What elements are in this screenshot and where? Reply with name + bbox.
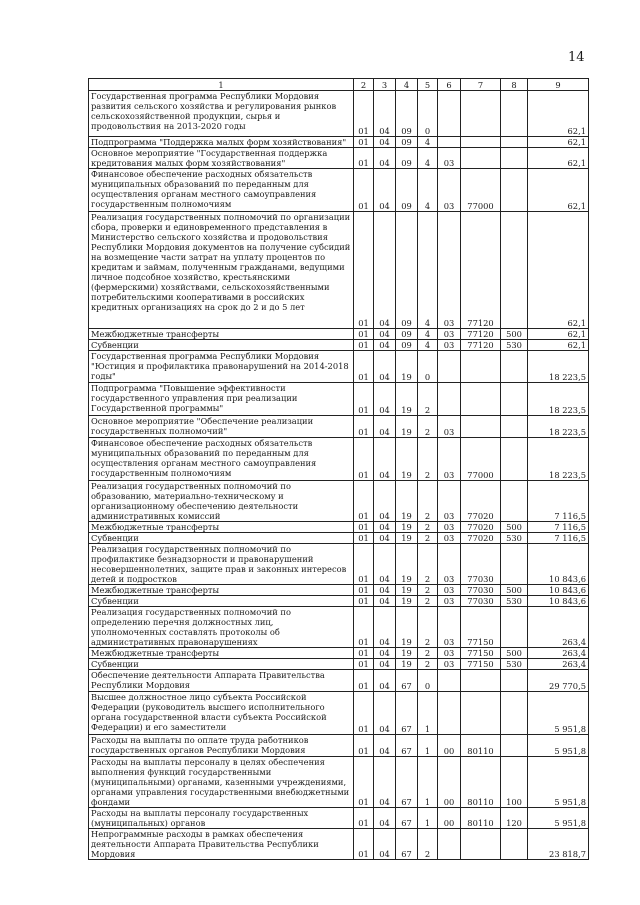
code-direction: 77120 xyxy=(461,212,501,329)
code-expense-type: 500 xyxy=(501,648,528,659)
code-expense-type xyxy=(501,212,528,329)
code-subsection: 04 xyxy=(374,648,396,659)
column-header: 1 xyxy=(89,79,354,91)
budget-table xyxy=(88,78,589,860)
code-activity: 03 xyxy=(438,212,461,329)
row-name: Межбюджетные трансферты xyxy=(89,522,354,533)
code-section: 01 xyxy=(354,148,374,169)
table-row xyxy=(89,808,589,829)
column-header: 7 xyxy=(461,79,501,91)
code-direction: 80110 xyxy=(461,808,501,829)
code-expense-type xyxy=(501,692,528,735)
code-subprogram: 4 xyxy=(418,329,438,340)
code-subsection: 04 xyxy=(374,757,396,808)
code-expense-type xyxy=(501,670,528,692)
code-subprogram: 4 xyxy=(418,169,438,212)
code-program: 19 xyxy=(396,585,418,596)
row-name: Расходы на выплаты персоналу государственных (муниципальных) органов xyxy=(89,808,354,829)
table-row xyxy=(89,648,589,659)
code-program: 19 xyxy=(396,533,418,544)
row-name: Основное мероприятие "Обеспечение реализации государственных полномочий" xyxy=(89,416,354,438)
code-activity: 03 xyxy=(438,522,461,533)
code-direction: 77120 xyxy=(461,340,501,351)
code-direction: 77020 xyxy=(461,522,501,533)
code-section: 01 xyxy=(354,648,374,659)
code-expense-type xyxy=(501,607,528,648)
page-number: 14 xyxy=(568,50,585,65)
code-program: 19 xyxy=(396,648,418,659)
code-section: 01 xyxy=(354,438,374,481)
code-direction xyxy=(461,351,501,383)
row-amount: 62,1 xyxy=(528,148,589,169)
table-header-row xyxy=(89,79,589,91)
table-row xyxy=(89,383,589,416)
table-row xyxy=(89,169,589,212)
code-program: 19 xyxy=(396,659,418,670)
table-row xyxy=(89,416,589,438)
row-amount: 29 770,5 xyxy=(528,670,589,692)
row-amount: 10 843,6 xyxy=(528,596,589,607)
code-expense-type: 500 xyxy=(501,522,528,533)
code-direction: 77020 xyxy=(461,533,501,544)
code-subprogram: 2 xyxy=(418,383,438,416)
code-activity: 03 xyxy=(438,648,461,659)
row-name: Реализация государственных полномочий по организации сбора, проверки и единовременного представления в Министерство сельского хозяйства и продовольствия Республики Мордовия документов на получение субсидий на возмещение части затрат на уплату процентов по кредитам и займам, полученным гражданами, ведущими личное подсобное хозяйство, крестьянскими (фермерскими) хозяйствами, сельскохозяйственными потребительскими кооперативами в российских кредитных организациях на срок до 2 и до 5 лет xyxy=(89,212,354,329)
code-direction: 77030 xyxy=(461,585,501,596)
row-amount: 62,1 xyxy=(528,340,589,351)
row-amount: 263,4 xyxy=(528,659,589,670)
code-expense-type: 530 xyxy=(501,596,528,607)
code-expense-type xyxy=(501,169,528,212)
row-name: Реализация государственных полномочий по профилактике безнадзорности и правонарушений несовершеннолетних, защите прав и законных интересов детей и подростков xyxy=(89,544,354,585)
code-subprogram: 1 xyxy=(418,757,438,808)
row-name: Подпрограмма "Поддержка малых форм хозяйствования" xyxy=(89,137,354,148)
table-row xyxy=(89,137,589,148)
code-subsection: 04 xyxy=(374,91,396,137)
table-row xyxy=(89,329,589,340)
code-direction: 80110 xyxy=(461,757,501,808)
code-section: 01 xyxy=(354,829,374,860)
row-name: Обеспечение деятельности Аппарата Правительства Республики Мордовия xyxy=(89,670,354,692)
code-activity: 03 xyxy=(438,607,461,648)
code-subprogram: 4 xyxy=(418,148,438,169)
table-row xyxy=(89,670,589,692)
code-activity xyxy=(438,351,461,383)
code-section: 01 xyxy=(354,533,374,544)
table-row xyxy=(89,91,589,137)
code-section: 01 xyxy=(354,585,374,596)
code-direction: 77150 xyxy=(461,607,501,648)
code-program: 09 xyxy=(396,329,418,340)
code-subsection: 04 xyxy=(374,329,396,340)
code-direction xyxy=(461,692,501,735)
code-subsection: 04 xyxy=(374,169,396,212)
code-subsection: 04 xyxy=(374,808,396,829)
row-amount: 5 951,8 xyxy=(528,808,589,829)
code-subprogram: 2 xyxy=(418,438,438,481)
code-expense-type xyxy=(501,351,528,383)
column-header: 4 xyxy=(396,79,418,91)
column-header: 8 xyxy=(501,79,528,91)
code-subprogram: 2 xyxy=(418,648,438,659)
table-row xyxy=(89,596,589,607)
code-expense-type xyxy=(501,416,528,438)
table-row xyxy=(89,351,589,383)
code-direction: 77150 xyxy=(461,659,501,670)
code-activity xyxy=(438,829,461,860)
code-expense-type: 530 xyxy=(501,533,528,544)
code-program: 09 xyxy=(396,169,418,212)
code-subprogram: 1 xyxy=(418,692,438,735)
code-subsection: 04 xyxy=(374,481,396,522)
row-amount: 62,1 xyxy=(528,169,589,212)
code-subsection: 04 xyxy=(374,607,396,648)
row-amount: 5 951,8 xyxy=(528,692,589,735)
code-subprogram: 2 xyxy=(418,522,438,533)
table-row xyxy=(89,607,589,648)
code-direction xyxy=(461,670,501,692)
code-activity: 03 xyxy=(438,340,461,351)
row-name: Непрограммные расходы в рамках обеспечения деятельности Аппарата Правительства Республики Мордовия xyxy=(89,829,354,860)
code-section: 01 xyxy=(354,351,374,383)
code-subprogram: 2 xyxy=(418,416,438,438)
code-program: 19 xyxy=(396,607,418,648)
code-activity xyxy=(438,91,461,137)
code-expense-type xyxy=(501,438,528,481)
table-row xyxy=(89,522,589,533)
code-subsection: 04 xyxy=(374,692,396,735)
code-program: 09 xyxy=(396,212,418,329)
code-subprogram: 4 xyxy=(418,212,438,329)
row-name: Основное мероприятие "Государственная поддержка кредитования малых форм хозяйствования" xyxy=(89,148,354,169)
code-section: 01 xyxy=(354,596,374,607)
code-expense-type xyxy=(501,481,528,522)
code-program: 67 xyxy=(396,829,418,860)
table-row xyxy=(89,438,589,481)
code-section: 01 xyxy=(354,670,374,692)
code-subsection: 04 xyxy=(374,351,396,383)
code-subprogram: 0 xyxy=(418,91,438,137)
row-name: Подпрограмма "Повышение эффективности государственного управления при реализации Государственной программы" xyxy=(89,383,354,416)
code-subsection: 04 xyxy=(374,383,396,416)
table-row xyxy=(89,692,589,735)
row-amount: 18 223,5 xyxy=(528,383,589,416)
table-row xyxy=(89,735,589,757)
row-name: Расходы на выплаты по оплате труда работников государственных органов Республики Мордовия xyxy=(89,735,354,757)
table-row xyxy=(89,148,589,169)
code-direction xyxy=(461,416,501,438)
code-program: 19 xyxy=(396,522,418,533)
code-subsection: 04 xyxy=(374,340,396,351)
code-program: 67 xyxy=(396,692,418,735)
code-direction: 77120 xyxy=(461,329,501,340)
code-direction xyxy=(461,137,501,148)
code-section: 01 xyxy=(354,692,374,735)
code-program: 19 xyxy=(396,351,418,383)
column-header: 5 xyxy=(418,79,438,91)
code-subsection: 04 xyxy=(374,735,396,757)
code-expense-type: 500 xyxy=(501,585,528,596)
code-activity: 03 xyxy=(438,329,461,340)
row-name: Высшее должностное лицо субъекта Российской Федерации (руководитель высшего исполнительного органа государственной власти субъекта Российской Федерации) и его заместители xyxy=(89,692,354,735)
code-subsection: 04 xyxy=(374,533,396,544)
code-direction: 77000 xyxy=(461,438,501,481)
code-subprogram: 2 xyxy=(418,829,438,860)
row-name: Субвенции xyxy=(89,533,354,544)
code-section: 01 xyxy=(354,522,374,533)
code-section: 01 xyxy=(354,808,374,829)
code-section: 01 xyxy=(354,735,374,757)
code-program: 19 xyxy=(396,544,418,585)
code-subsection: 04 xyxy=(374,522,396,533)
code-program: 67 xyxy=(396,757,418,808)
table-row xyxy=(89,757,589,808)
table-row xyxy=(89,829,589,860)
code-direction: 77030 xyxy=(461,596,501,607)
row-amount: 23 818,7 xyxy=(528,829,589,860)
row-amount: 10 843,6 xyxy=(528,544,589,585)
code-expense-type xyxy=(501,829,528,860)
code-subsection: 04 xyxy=(374,137,396,148)
row-amount: 18 223,5 xyxy=(528,351,589,383)
code-expense-type xyxy=(501,383,528,416)
code-subsection: 04 xyxy=(374,212,396,329)
row-name: Финансовое обеспечение расходных обязательств муниципальных образований по переданным для осуществления органам местного самоуправления государственным полномочиям xyxy=(89,438,354,481)
row-amount: 7 116,5 xyxy=(528,481,589,522)
row-name: Субвенции xyxy=(89,659,354,670)
code-activity: 03 xyxy=(438,596,461,607)
code-expense-type: 530 xyxy=(501,659,528,670)
code-activity: 03 xyxy=(438,169,461,212)
row-amount: 18 223,5 xyxy=(528,416,589,438)
row-name: Реализация государственных полномочий по образованию, материально-техническому и организационному обеспечению деятельности административных комиссий xyxy=(89,481,354,522)
code-direction xyxy=(461,383,501,416)
code-activity: 03 xyxy=(438,416,461,438)
code-direction xyxy=(461,829,501,860)
code-activity: 00 xyxy=(438,735,461,757)
code-subsection: 04 xyxy=(374,148,396,169)
code-program: 19 xyxy=(396,481,418,522)
code-program: 67 xyxy=(396,670,418,692)
row-name: Межбюджетные трансферты xyxy=(89,648,354,659)
code-subprogram: 2 xyxy=(418,481,438,522)
row-amount: 263,4 xyxy=(528,648,589,659)
code-subsection: 04 xyxy=(374,659,396,670)
table-row xyxy=(89,533,589,544)
code-activity: 03 xyxy=(438,148,461,169)
code-section: 01 xyxy=(354,169,374,212)
code-subprogram: 0 xyxy=(418,670,438,692)
code-subprogram: 1 xyxy=(418,735,438,757)
code-subprogram: 2 xyxy=(418,544,438,585)
row-amount: 263,4 xyxy=(528,607,589,648)
row-amount: 62,1 xyxy=(528,329,589,340)
code-expense-type: 500 xyxy=(501,329,528,340)
row-amount: 5 951,8 xyxy=(528,735,589,757)
code-subsection: 04 xyxy=(374,438,396,481)
row-name: Финансовое обеспечение расходных обязательств муниципальных образований по переданным для осуществления органам местного самоуправления государственным полномочиям xyxy=(89,169,354,212)
code-direction xyxy=(461,148,501,169)
row-amount: 7 116,5 xyxy=(528,533,589,544)
code-direction: 77150 xyxy=(461,648,501,659)
row-amount: 7 116,5 xyxy=(528,522,589,533)
row-name: Субвенции xyxy=(89,596,354,607)
row-name: Государственная программа Республики Мордовия "Юстиция и профилактика правонарушений на 2014-2018 годы" xyxy=(89,351,354,383)
code-program: 09 xyxy=(396,137,418,148)
code-program: 09 xyxy=(396,340,418,351)
row-name: Субвенции xyxy=(89,340,354,351)
row-name: Государственная программа Республики Мордовия развития сельского хозяйства и регулирования рынков сельскохозяйственной продукции, сырья и продовольствия на 2013-2020 годы xyxy=(89,91,354,137)
code-direction: 77030 xyxy=(461,544,501,585)
code-section: 01 xyxy=(354,481,374,522)
row-amount: 62,1 xyxy=(528,137,589,148)
code-section: 01 xyxy=(354,91,374,137)
code-direction xyxy=(461,91,501,137)
code-subprogram: 2 xyxy=(418,533,438,544)
row-amount: 10 843,6 xyxy=(528,585,589,596)
code-section: 01 xyxy=(354,544,374,585)
code-program: 09 xyxy=(396,148,418,169)
code-expense-type: 100 xyxy=(501,757,528,808)
code-activity: 03 xyxy=(438,659,461,670)
row-amount: 62,1 xyxy=(528,91,589,137)
code-subprogram: 1 xyxy=(418,808,438,829)
code-program: 19 xyxy=(396,416,418,438)
code-expense-type xyxy=(501,544,528,585)
code-expense-type xyxy=(501,148,528,169)
code-subprogram: 2 xyxy=(418,596,438,607)
column-header: 6 xyxy=(438,79,461,91)
row-name: Межбюджетные трансферты xyxy=(89,585,354,596)
table-row xyxy=(89,585,589,596)
code-subsection: 04 xyxy=(374,670,396,692)
code-expense-type xyxy=(501,91,528,137)
code-section: 01 xyxy=(354,329,374,340)
code-activity xyxy=(438,692,461,735)
code-subprogram: 2 xyxy=(418,585,438,596)
code-section: 01 xyxy=(354,757,374,808)
code-activity xyxy=(438,670,461,692)
code-section: 01 xyxy=(354,212,374,329)
code-direction: 80110 xyxy=(461,735,501,757)
row-amount: 18 223,5 xyxy=(528,438,589,481)
code-activity: 03 xyxy=(438,533,461,544)
code-subprogram: 2 xyxy=(418,659,438,670)
code-subprogram: 0 xyxy=(418,351,438,383)
table-row xyxy=(89,659,589,670)
code-activity: 03 xyxy=(438,438,461,481)
code-program: 19 xyxy=(396,383,418,416)
table-row xyxy=(89,340,589,351)
code-program: 67 xyxy=(396,808,418,829)
code-section: 01 xyxy=(354,659,374,670)
table-row xyxy=(89,544,589,585)
code-section: 01 xyxy=(354,607,374,648)
code-activity: 03 xyxy=(438,544,461,585)
code-activity: 03 xyxy=(438,481,461,522)
row-amount: 62,1 xyxy=(528,212,589,329)
code-section: 01 xyxy=(354,137,374,148)
code-subprogram: 4 xyxy=(418,340,438,351)
code-section: 01 xyxy=(354,416,374,438)
code-expense-type: 530 xyxy=(501,340,528,351)
code-subsection: 04 xyxy=(374,596,396,607)
row-name: Реализация государственных полномочий по определению перечня должностных лиц, уполномоченных составлять протоколы об административных правонарушениях xyxy=(89,607,354,648)
code-subprogram: 2 xyxy=(418,607,438,648)
code-subprogram: 4 xyxy=(418,137,438,148)
code-program: 19 xyxy=(396,438,418,481)
code-section: 01 xyxy=(354,340,374,351)
row-amount: 5 951,8 xyxy=(528,757,589,808)
column-header: 9 xyxy=(528,79,589,91)
code-direction: 77000 xyxy=(461,169,501,212)
code-expense-type xyxy=(501,137,528,148)
code-subsection: 04 xyxy=(374,829,396,860)
code-direction: 77020 xyxy=(461,481,501,522)
code-subsection: 04 xyxy=(374,416,396,438)
code-program: 67 xyxy=(396,735,418,757)
column-header: 2 xyxy=(354,79,374,91)
row-name: Межбюджетные трансферты xyxy=(89,329,354,340)
code-program: 19 xyxy=(396,596,418,607)
column-header: 3 xyxy=(374,79,396,91)
code-section: 01 xyxy=(354,383,374,416)
table-row xyxy=(89,212,589,329)
code-subsection: 04 xyxy=(374,544,396,585)
code-program: 09 xyxy=(396,91,418,137)
code-activity: 03 xyxy=(438,585,461,596)
code-activity xyxy=(438,383,461,416)
row-name: Расходы на выплаты персоналу в целях обеспечения выполнения функций государственными (муниципальными) органами, казенными учреждениями, органами управления государственными внебюджетными фондами xyxy=(89,757,354,808)
code-activity: 00 xyxy=(438,757,461,808)
code-activity: 00 xyxy=(438,808,461,829)
table-row xyxy=(89,481,589,522)
code-activity xyxy=(438,137,461,148)
code-expense-type xyxy=(501,735,528,757)
code-expense-type: 120 xyxy=(501,808,528,829)
code-subsection: 04 xyxy=(374,585,396,596)
